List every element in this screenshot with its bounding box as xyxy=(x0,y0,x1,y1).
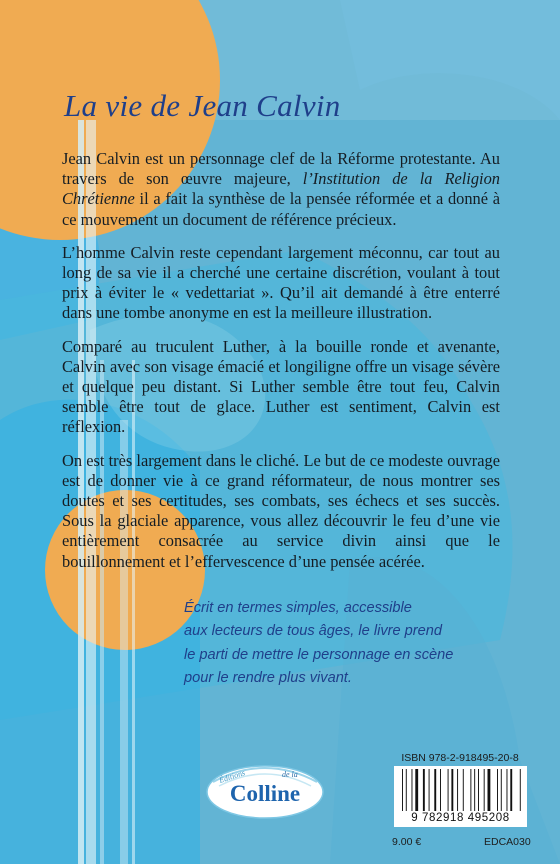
pitch-line: le parti de mettre le personnage en scène xyxy=(184,646,454,663)
barcode-bar xyxy=(484,769,485,811)
barcode-bar xyxy=(412,769,413,811)
publisher-logo xyxy=(205,756,325,822)
barcode-bar xyxy=(457,769,458,811)
description-paragraph-3: Comparé au truculent Luther, à la bouille ronde et avenante, Calvin avec son visage émacié et longiligne offre un visage sévère et quelque peu distant. Si Luther semble être tout feu, Calvin semble être tout de glace. Luther est sentiment, Calvin est réflexion. xyxy=(62,336,500,437)
logo-colline: Colline xyxy=(229,781,301,806)
barcode-bar xyxy=(507,769,508,811)
barcode-bar xyxy=(463,769,464,811)
description-paragraph-2: L’homme Calvin reste cependant largement méconnu, car tout au long de sa vie il a cherché une certaine discrétion, voulant à tout prix à éviter le « vedettariat ». Qu’il ait demandé à être enterré dans une tombe anonyme en est la meilleure illustration. xyxy=(62,242,500,323)
barcode-bar xyxy=(448,769,449,811)
barcode-bar xyxy=(406,769,407,811)
description-paragraph-1 xyxy=(62,149,500,230)
isbn-text: ISBN 978-2-918495-20-8 xyxy=(401,752,519,764)
book-pitch xyxy=(184,597,514,691)
barcode-bar xyxy=(501,769,502,811)
book-title: La vie de Jean Calvin xyxy=(64,88,341,123)
barcode-bar xyxy=(440,769,441,811)
price: 9.00 € xyxy=(392,836,422,848)
barcode-bar xyxy=(434,769,436,811)
barcode-bar xyxy=(510,769,512,811)
pitch-line: aux lecteurs de tous âges, le livre prend xyxy=(184,623,442,640)
barcode-bar xyxy=(478,769,479,811)
barcode-bar xyxy=(429,769,430,811)
barcode-bar xyxy=(474,769,475,811)
logo-editions: Éditions xyxy=(217,768,247,785)
barcode-bar xyxy=(423,769,425,811)
paragraph-1-start: Jean Calvin est un personnage clef de la Réforme protestante. Au travers de son œuvre majeure, xyxy=(62,149,500,189)
paragraph-1-end: il a fait la synthèse de la pensée réformée et a donné à ce mouvement un document de référence précieux. xyxy=(62,189,500,229)
barcode-bar xyxy=(488,769,491,811)
work-title: l’Institution de la Religion Chrétienne xyxy=(62,169,500,209)
barcode-bar xyxy=(415,769,418,811)
barcode-bar xyxy=(402,769,403,811)
pitch-line: pour le rendre plus vivant. xyxy=(184,670,352,687)
barcode-bar xyxy=(520,769,521,811)
barcode-number: 9 782918 495208 xyxy=(411,812,510,824)
barcode-bars xyxy=(394,766,527,812)
barcode-bar xyxy=(470,769,471,811)
barcode-bar xyxy=(451,769,453,811)
product-reference: EDCA030 xyxy=(484,836,531,848)
logo-de-la: de la xyxy=(282,770,298,779)
description-paragraph-4: On est très largement dans le cliché. Le but de ce modeste ouvrage est de donner vie à ce grand réformateur, de nous montrer ses doutes et ses certitudes, ses combats, ses échecs et ses succès. Sous la glaciale apparence, vous allez découvrir le feu d’une vie entièrement consacrée au service divin ainsi que le bouillonnement et l’effervescence d’une pensée acérée. xyxy=(62,450,500,571)
barcode-bar xyxy=(497,769,498,811)
pitch-line: Écrit en termes simples, accessible xyxy=(184,600,412,616)
book-description xyxy=(62,149,500,585)
